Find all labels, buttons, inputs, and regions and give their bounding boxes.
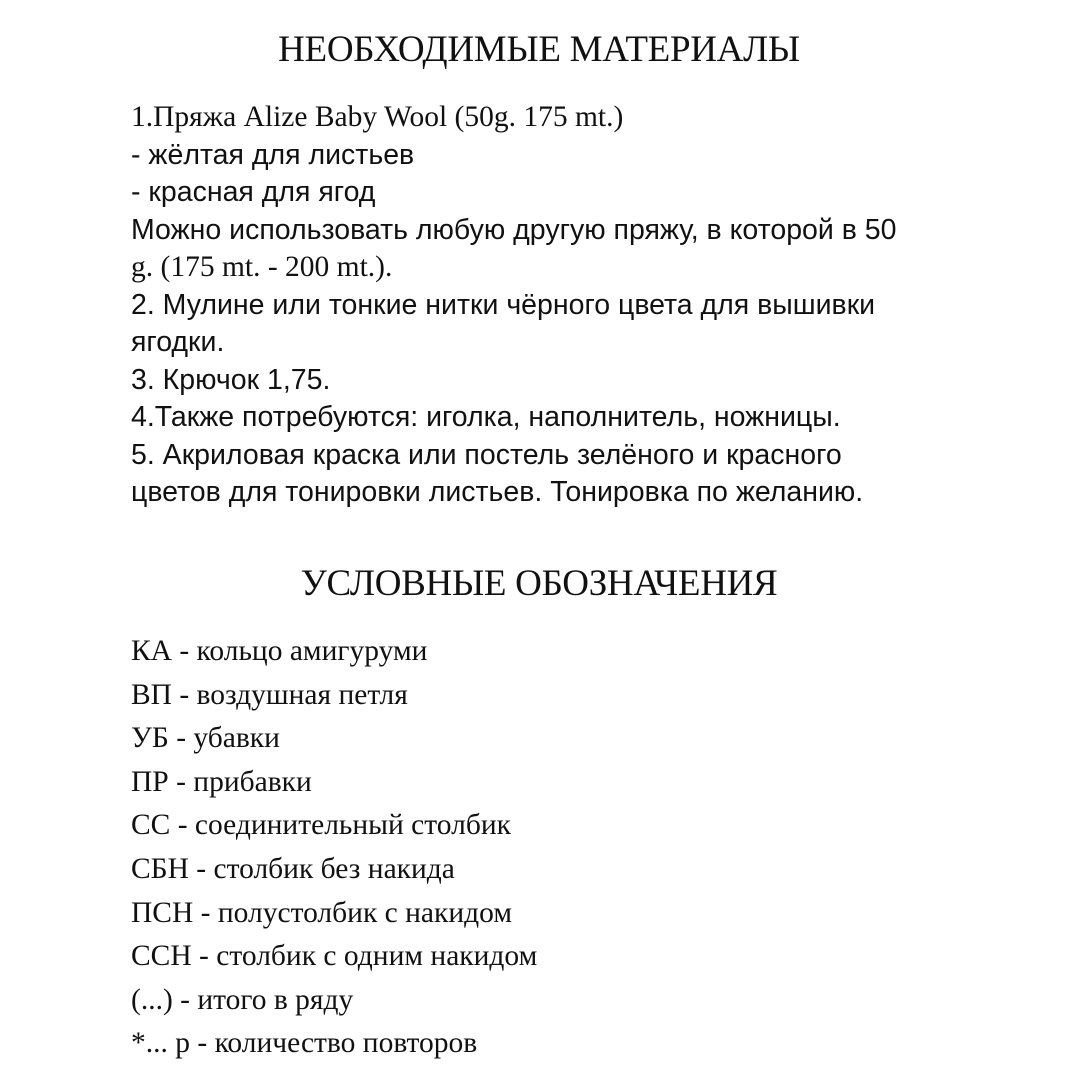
materials-line: 2. Мулине или тонкие нитки чёрного цвета для вышивки [131,288,876,321]
materials-list [131,99,961,512]
legend-item: ССН - столбик с одним накидом [131,940,538,973]
materials-line: 3. Крючок 1,75. [131,363,331,396]
legend-item: *... р - количество повторов [131,1027,478,1060]
materials-heading: НЕОБХОДИМЫЕ МАТЕРИАЛЫ [278,29,800,70]
legend-item: СБН - столбик без накида [131,852,455,885]
materials-line: - жёлтая для листьев [131,138,415,171]
materials-line: - красная для ягод [131,176,376,208]
legend-item: (...) - итого в ряду [131,983,354,1016]
materials-line: ягодки. [131,326,225,358]
legend-item: ПР - прибавки [131,765,312,798]
legend-heading: УСЛОВНЫЕ ОБОЗНАЧЕНИЯ [300,563,778,604]
materials-line: цветов для тонировки листьев. Тонировка по желанию. [131,476,864,508]
materials-line: 1.Пряжа Alize Baby Wool (50g. 175 mt.) [131,101,624,133]
legend-item: СС - соединительный столбик [131,809,511,842]
legend-item: КА - кольцо амигуруми [131,635,428,667]
legend-list [131,630,991,1066]
materials-line: 5. Акриловая краска или постель зелёного и красного [131,438,842,471]
legend-item: УБ - убавки [131,722,280,755]
legend-item: ВП - воздушная петля [131,678,408,711]
materials-line: 4.Также потребуются: иголка, наполнитель, ножницы. [131,401,841,433]
legend-item: ПСН - полустолбик с накидом [131,896,512,929]
materials-line: Можно использовать любую другую пряжу, в которой в 50 [131,213,897,246]
materials-line: g. (175 mt. - 200 mt.). [131,251,393,283]
